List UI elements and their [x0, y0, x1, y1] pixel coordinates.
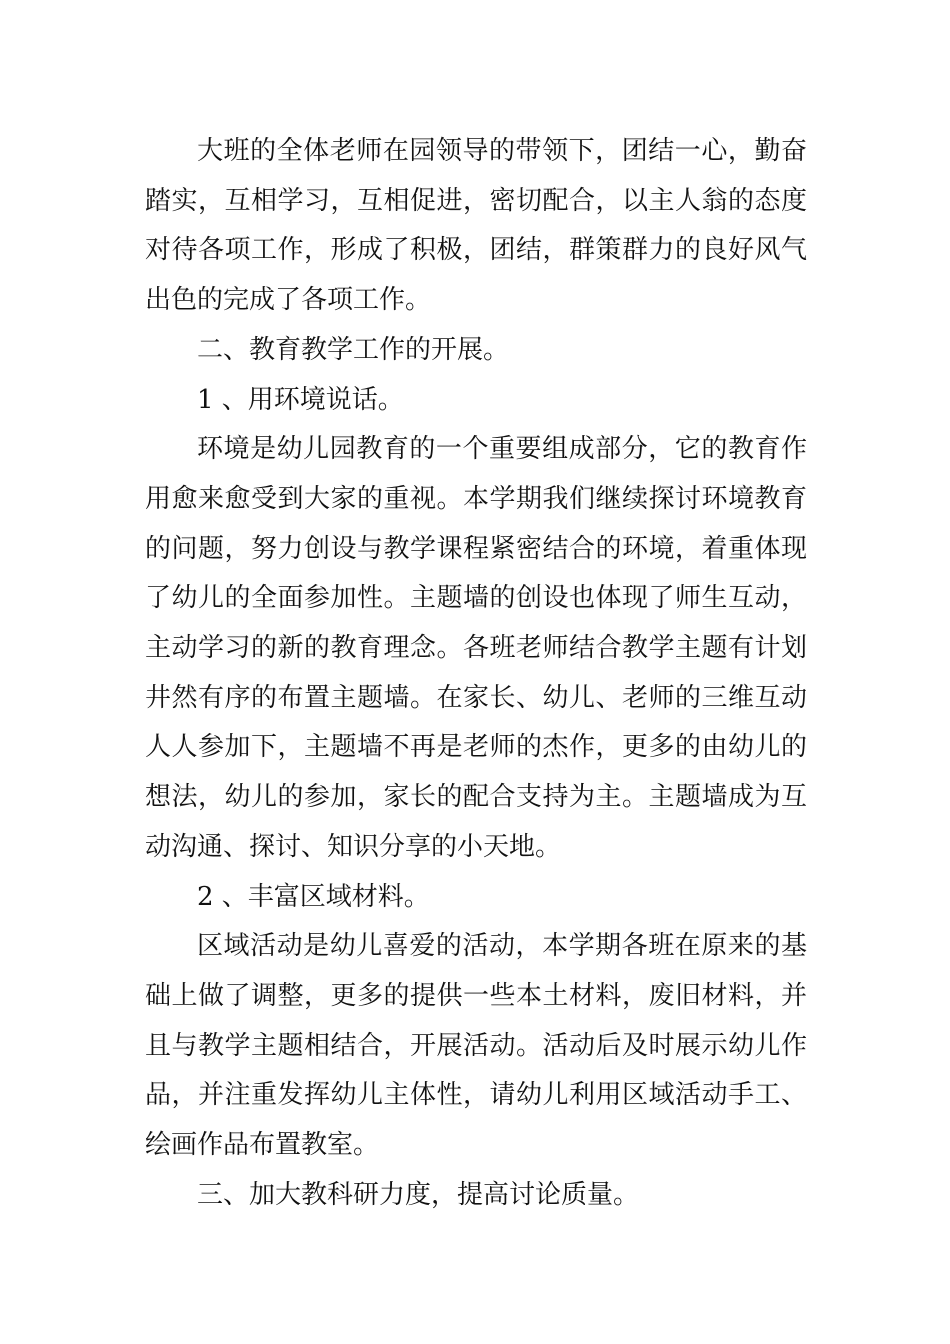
subheading-environment: 1 、用环境说话。	[197, 384, 404, 415]
document-body	[145, 127, 807, 1220]
section-heading-education-work: 二、教育教学工作的开展。	[197, 334, 510, 365]
paragraph-team-summary: 大班的全体老师在园领导的带领下，团结一心，勤奋踏实，互相学习，互相促进，密切配合，以主人翁的态度对待各项工作，形成了积极，团结，群策群力的良好风气出色的完成了各项工作。	[145, 136, 807, 316]
paragraph-environment: 环境是幼儿园教育的一个重要组成部分，它的教育作用愈来愈受到大家的重视。本学期我们继续探讨环境教育的问题，努力创设与教学课程紧密结合的环境，着重体现了幼儿的全面参加性。主题墙的创设也体现了师生互动，主动学习的新的教育理念。各班老师结合教学主题有计划井然有序的布置主题墙。在家长、幼儿、老师的三维互动人人参加下，主题墙不再是老师的杰作，更多的由幼儿的想法，幼儿的参加，家长的配合支持为主。主题墙成为互动沟通、探讨、知识分享的小天地。	[145, 434, 807, 862]
section-heading-research: 三、加大教科研力度，提高讨论质量。	[197, 1179, 640, 1210]
paragraph-area-activities: 区域活动是幼儿喜爱的活动，本学期各班在原来的基础上做了调整，更多的提供一些本土材料，废旧材料，并且与教学主题相结合，开展活动。活动后及时展示幼儿作品，并注重发挥幼儿主体性，请幼儿利用区域活动手工、绘画作品布置教室。	[145, 931, 807, 1161]
subheading-area-materials: 2 、丰富区域材料。	[197, 881, 430, 912]
